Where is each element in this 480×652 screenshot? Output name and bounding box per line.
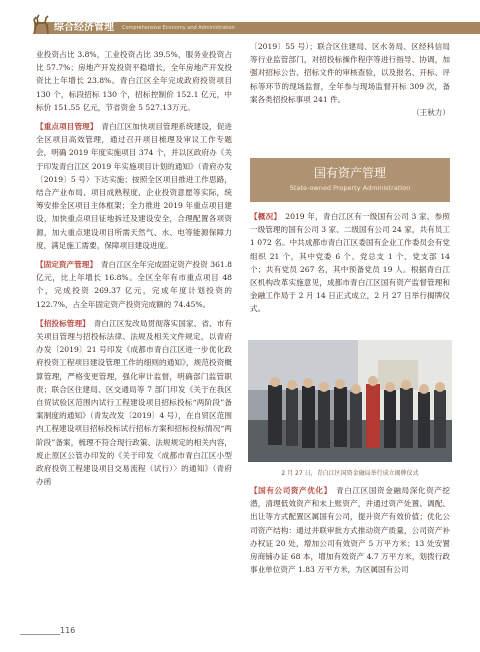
section-banner bbox=[250, 158, 450, 202]
left-paragraph-3 bbox=[36, 317, 232, 489]
footer-rule bbox=[20, 634, 60, 635]
right-paragraph-1 bbox=[250, 210, 450, 316]
page-header bbox=[0, 0, 480, 40]
section-title: 国有资产管理 bbox=[313, 166, 386, 180]
section-subtitle: State-owned Property Administration bbox=[289, 184, 411, 192]
tag-asset-optimization: 【国有公司资产优化】 bbox=[250, 486, 328, 495]
left-paragraph-3-text: 青白江区发改局贯彻落实国家、省、市有关项目管理与招投标法律、法规及相关文件规定，以青府办发〔2019〕21 号印发《成都市青白江区进一步优化政府投资工程项目建设管理工作的细则的通知》，规范投资概算管理，严格变更管理，强化审计监督，明确部门监管职责；联合区住建局、区交通局等 7 部门印发《关于在我区自贸试验区范围内试行工程建设项目招标投标“两阶段”备案制度的通知》（青发改发〔2019〕4 号），在自贸区范围内工程建设项目招标投标试行招标方案和招标投标情况“两阶段”备案，梳理不符合现行政策、法规规定的相关内容，废止原区公管办印发的《关于印发〈成都市青白江区小型政府投资工程建设项目交易流程（试行）〉的通知》（青府办函 bbox=[36, 318, 233, 487]
right-paragraph-0: 〔2019〕55 号）；联合区住建局、区水务局、区经科信局等行业监管部门，对招投标操作程序等进行指导、协调，加强对招标公告、招标文件的审核查验，以及报名、开标、评标等环节的现场监督，全年参与现场监督开标 309 次，备案各类招投标事项 241 件。 bbox=[250, 42, 450, 104]
tag-overview: 【概况】 bbox=[250, 212, 278, 221]
right-column-top bbox=[250, 40, 450, 119]
left-column bbox=[36, 48, 232, 495]
page-number: 116 bbox=[60, 626, 76, 635]
tag-fixed-assets: 【固定资产管理】 bbox=[36, 260, 94, 270]
deer-logo-icon bbox=[30, 12, 52, 36]
right-paragraph-1-text: 2019 年，青白江区有一级国有公司 3 家、参照一级管理的国有公司 3 家、二级国有公司 24 家，共有员工 1 072 名。中共成都市青白江区委国有企业工作委员会有党组织 21 个，其中党委 6 个、党总支 1 个、党支部 14 个；共有党员 267 名，其中预备党员 19 人。根据青白江区机构改革实施意见，成都市青白江区国有资产监督管理和金融工作局于 2 月 14 日正式成立，2 月 27 日举行揭牌仪式。 bbox=[250, 212, 451, 314]
left-paragraph-2 bbox=[36, 258, 232, 311]
tag-key-projects: 【重点项目管理】 bbox=[36, 122, 94, 132]
unveiling-ceremony-photo bbox=[248, 340, 452, 462]
photo-caption: 2 月 27 日，青白江区国资金融局举行成立揭牌仪式 bbox=[281, 470, 419, 477]
right-paragraph-2 bbox=[250, 484, 450, 576]
left-paragraph-1 bbox=[36, 120, 232, 252]
tag-bidding: 【招投标管理】 bbox=[36, 318, 87, 328]
right-column-bottom bbox=[250, 484, 450, 582]
left-paragraph-2-text: 青白江区全年完成固定资产投资 361.8 亿元，比上年增长 16.8%。全区全年有市重点项目 48 个，完成投资 269.37 亿元，完成年度计划投资的 122.7%，占全年固定资产投资完成额的 74.45%。 bbox=[36, 260, 233, 309]
left-paragraph-0: 业投资占比 3.8%，工业投资占比 39.5%，服务业投资占比 57.7%；房地产开发投资平稳增长，全年房地产开发投资比上年增长 23.8%。青白江区全年完成政府投资项目 130 个，标段招标 130 个，招标控制价 152.1 亿元，中标价 151.55 亿元，节省资金 5 527.13万元。 bbox=[36, 50, 232, 112]
right-paragraph-2-text: 青白江区国资金融局深化资产挖潜，清理低效资产和未上账资产，并通过资产处置、调配、出让等方式配置区属国有公司，提升资产有效价值；优化公司资产结构：通过并联审批方式推动资产质量，公司资产补办权证 20 处，增加公司有效资产 5 万平方米；13 处安置房商铺办证 68 本，增加有效资产 4.7 万平方米，划拨行政事业单位资产 1.83 万平方米，为区属国有公司 bbox=[250, 486, 451, 575]
right-column-overview bbox=[250, 210, 450, 322]
author-signature: （王秋力） bbox=[412, 108, 450, 118]
left-paragraph-1-text: 青白江区加快项目管理系统建设，促进全区项目高效管理，通过召开项目梳理及审议工作专题会，明确 2019 年度实施项目 374 个，并以区政府办《关于印发青白江区 2019 年实施项目计划的通知》（青府办发〔2019〕5 号）下达实施；按照全区项目推进工作思路，结合产业布局、项目成熟程度、企业投资意愿等实际，统筹安排全区项目主体框架；全力推进 2019 年重点项目建设，加快重点项目征地拆迁及建设安全，合理配置各项资源，加大重点建设项目所需天然气、水、电等能源保障力度，满足施工需要，保障项目建设进度。 bbox=[36, 122, 233, 250]
header-title: 综合经济管理 bbox=[54, 22, 114, 33]
header-subtitle: Comprehensive Economy and Administration bbox=[122, 25, 235, 31]
